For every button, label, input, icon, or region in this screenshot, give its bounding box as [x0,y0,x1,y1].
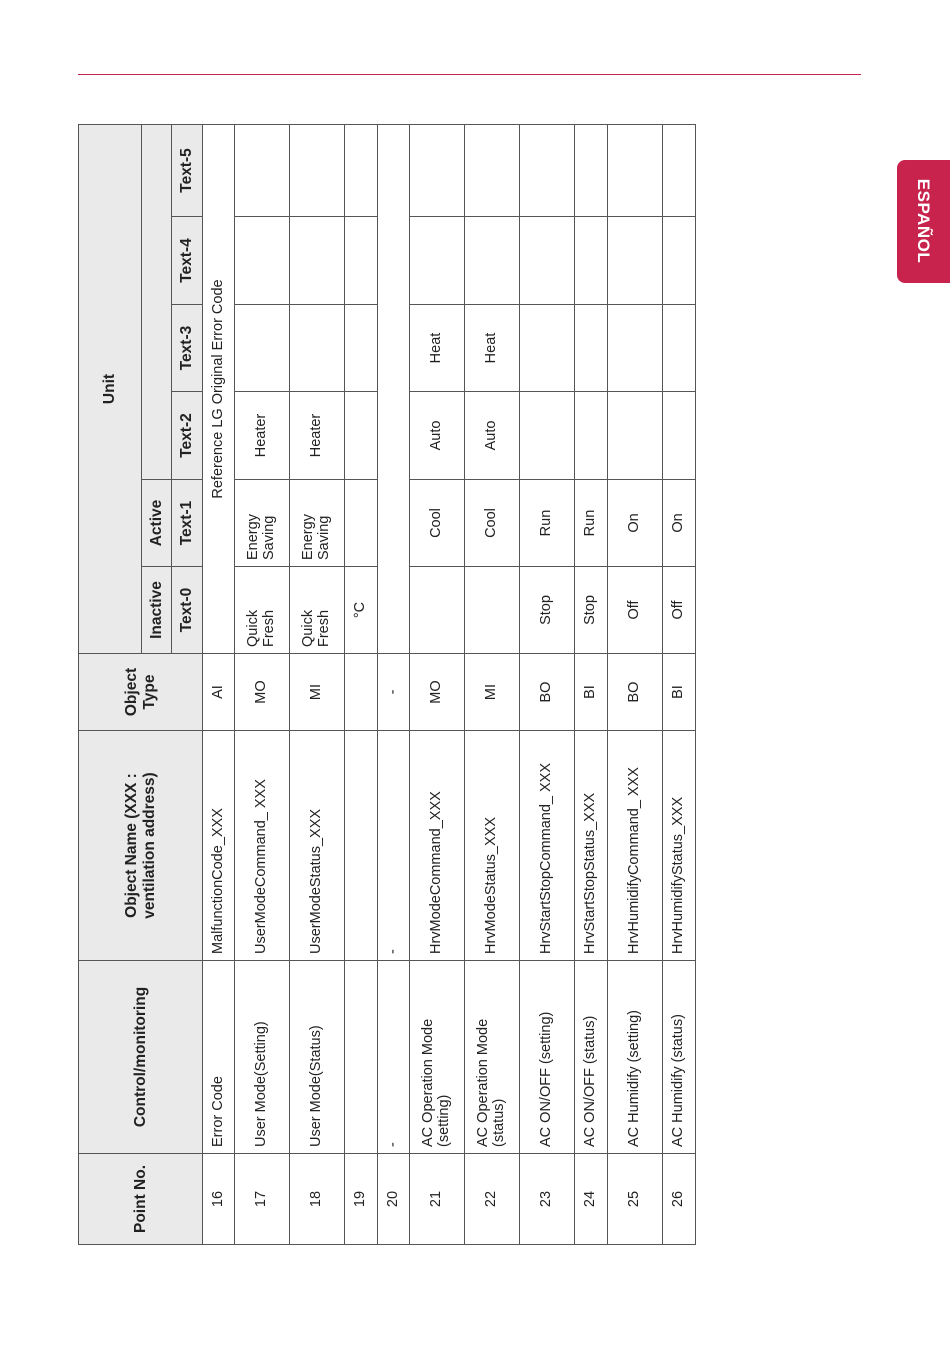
cell-point: 22 [465,1154,520,1245]
table-row [465,124,520,1244]
cell-text4 [608,217,663,305]
cell-text5 [290,124,345,216]
cell-text4 [575,217,608,305]
cell-object-type: MI [290,654,345,731]
cell-point: 21 [410,1154,465,1245]
cell-object-name: HrvModeCommand_XXX [410,731,465,961]
language-tab-label: ESPAÑOL [914,178,933,264]
cell-object-type [345,654,378,731]
top-rule [78,74,861,75]
header-unit: Unit [79,124,142,653]
header-row-1 [79,124,142,1244]
header-object-type: Object Type [79,654,203,731]
header-inactive: Inactive [142,567,172,654]
table-row [410,124,465,1244]
cell-control: AC ON/OFF (status) [575,961,608,1154]
cell-text5 [663,124,696,216]
cell-object-type: - [378,654,410,731]
cell-text3 [290,305,345,392]
header-text1: Text-1 [172,480,203,567]
cell-text1: Energy Saving [235,480,290,567]
cell-text0: Off [608,567,663,654]
cell-text0 [410,567,465,654]
cell-text2: Heater [235,392,290,480]
cell-object-name: HrvHumidifyStatus_XXX [663,731,696,961]
cell-object-type: MI [465,654,520,731]
cell-text5 [410,124,465,216]
table-row [290,124,345,1244]
table-row [608,124,663,1244]
cell-point: 20 [378,1154,410,1245]
cell-object-name: HrvHumidifyCommand_ XXX [608,731,663,961]
cell-point: 25 [608,1154,663,1245]
cell-text4 [410,217,465,305]
cell-object-type: AI [203,654,235,731]
cell-object-name: UserModeCommand_ XXX [235,731,290,961]
cell-text5 [465,124,520,216]
cell-text0: Quick Fresh [290,567,345,654]
cell-text3: Heat [465,305,520,392]
table-row [378,124,410,1244]
cell-text3 [608,305,663,392]
cell-text2: Heater [290,392,345,480]
table-row [575,124,608,1244]
cell-object-type: BO [520,654,575,731]
cell-text2 [520,392,575,480]
cell-text5 [345,124,378,216]
cell-object-name: UserModeStatus_XXX [290,731,345,961]
cell-control: - [378,961,410,1154]
cell-text1: On [663,480,696,567]
header-blank [142,124,172,479]
cell-control: AC Humidify (setting) [608,961,663,1154]
cell-text5 [520,124,575,216]
cell-text1: Run [520,480,575,567]
cell-text5 [235,124,290,216]
cell-control: Error Code [203,961,235,1154]
cell-text4 [235,217,290,305]
cell-point: 18 [290,1154,345,1245]
cell-point: 16 [203,1154,235,1245]
cell-text0: Quick Fresh [235,567,290,654]
cell-text4 [663,217,696,305]
cell-control: AC Operation Mode (status) [465,961,520,1154]
cell-object-type: MO [235,654,290,731]
cell-text1: Cool [410,480,465,567]
cell-text0: Off [663,567,696,654]
cell-object-type: BI [575,654,608,731]
table-row [663,124,696,1244]
cell-control: AC Humidify (status) [663,961,696,1154]
table-row [345,124,378,1244]
cell-text2 [575,392,608,480]
cell-text1: Run [575,480,608,567]
cell-text2: Auto [465,392,520,480]
cell-text1: Energy Saving [290,480,345,567]
cell-text3 [520,305,575,392]
cell-text0 [465,567,520,654]
cell-text5 [575,124,608,216]
header-text3: Text-3 [172,305,203,392]
cell-text5 [608,124,663,216]
cell-text2 [345,392,378,480]
cell-object-name [345,731,378,961]
cell-text4 [345,217,378,305]
cell-point: 19 [345,1154,378,1245]
header-text5: Text-5 [172,124,203,216]
cell-text3 [663,305,696,392]
table-row [203,124,235,1244]
cell-unit-merged: Reference LG Original Error Code [203,124,235,653]
cell-object-name: - [378,731,410,961]
table-row [235,124,290,1244]
cell-point: 17 [235,1154,290,1245]
language-tab [897,160,950,283]
cell-text2 [663,392,696,480]
cell-text3 [345,305,378,392]
header-point-no: Point No. [79,1154,203,1245]
cell-object-name: HrvStartStopStatus_XXX [575,731,608,961]
cell-text0: °C [345,567,378,654]
bacnet-object-table [78,124,696,1245]
cell-object-type: MO [410,654,465,731]
cell-text4 [520,217,575,305]
cell-text1: Cool [465,480,520,567]
table-row [520,124,575,1244]
cell-text2 [608,392,663,480]
cell-object-type: BI [663,654,696,731]
cell-text4 [290,217,345,305]
cell-control: User Mode(Setting) [235,961,290,1154]
cell-text3 [575,305,608,392]
header-text0: Text-0 [172,567,203,654]
cell-object-name: HrvModeStatus_XXX [465,731,520,961]
cell-text3: Heat [410,305,465,392]
cell-text3 [235,305,290,392]
cell-control: AC Operation Mode (setting) [410,961,465,1154]
header-text4: Text-4 [172,217,203,305]
table-wrapper [78,135,687,1245]
header-text2: Text-2 [172,392,203,480]
cell-control: AC ON/OFF (setting) [520,961,575,1154]
cell-point: 23 [520,1154,575,1245]
cell-point: 26 [663,1154,696,1245]
cell-text0: Stop [575,567,608,654]
cell-text1 [345,480,378,567]
cell-object-name: MalfunctionCode_XXX [203,731,235,961]
header-object-name: Object Name (XXX : ventilation address) [79,731,203,961]
cell-text0: Stop [520,567,575,654]
header-active: Active [142,480,172,567]
cell-object-type: BO [608,654,663,731]
cell-unit-merged [378,124,410,653]
cell-text2: Auto [410,392,465,480]
header-control: Control/monitoring [79,961,203,1154]
cell-text4 [465,217,520,305]
cell-text1: On [608,480,663,567]
cell-point: 24 [575,1154,608,1245]
cell-object-name: HrvStartStopCommand_ XXX [520,731,575,961]
cell-control: User Mode(Status) [290,961,345,1154]
cell-control [345,961,378,1154]
